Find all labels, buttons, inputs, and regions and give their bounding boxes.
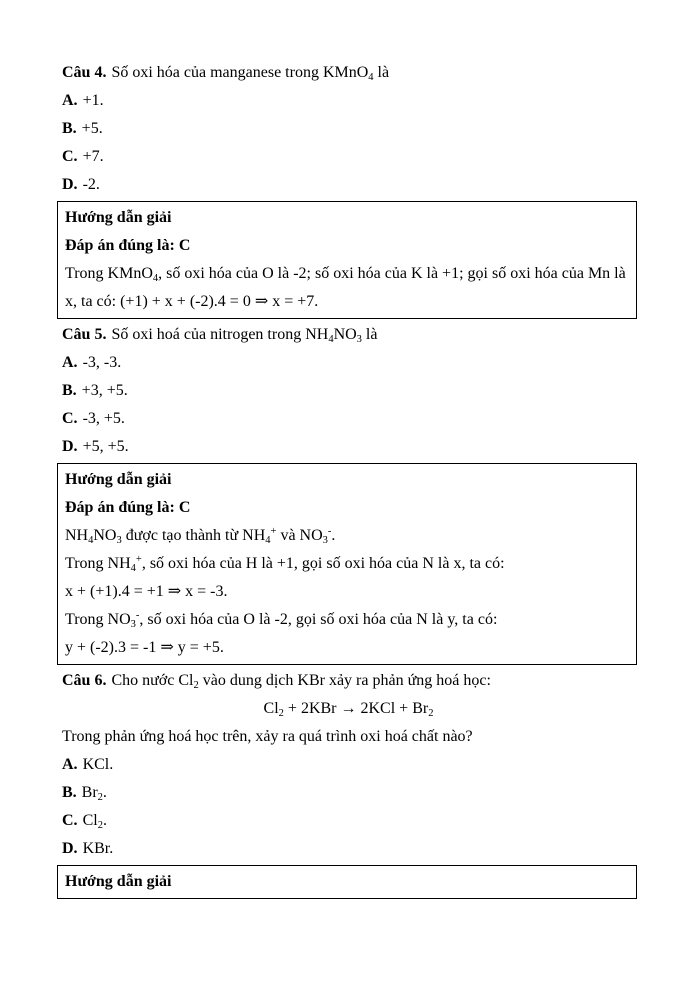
option-text: -3, -3. [82,354,122,371]
option-text: +7. [82,148,104,165]
option-label: C. [62,812,78,829]
question-4 [62,59,635,87]
option-label: D. [62,840,78,857]
question-4-label: Câu 4. [62,64,107,81]
solution-line: Trong KMnO$_4$, số oxi hóa của O là -2; số oxi hóa của K là +1; gọi số oxi hóa của Mn là x, ta có: (+1) + x + (-2).4 = 0 ⇒ x = +7. [65,265,626,310]
question-6-text: Cho nước $Cl_2$ vào dung dịch KBr xảy ra phản ứng hoá học: [111,672,491,691]
solution-box-4 [57,201,637,319]
option-label: B. [62,784,77,801]
solution-title: Hướng dẫn giải [65,873,172,890]
question-5-option-d [62,433,635,461]
solution-answer: Đáp án đúng là: C [65,499,191,516]
option-label: C. [62,148,78,165]
solution-title: Hướng dẫn giải [65,471,172,488]
question-4-option-c [62,143,635,171]
option-text: $Br_2$. [81,784,107,803]
option-text: +5, +5. [82,438,129,455]
option-label: B. [62,382,77,399]
option-label: D. [62,438,78,455]
solution-box-5 [57,463,637,665]
option-text: +5. [81,120,103,137]
solution-line: y + (-2).3 = -1 ⇒ y = +5. [65,639,224,656]
option-text: +3, +5. [81,382,128,399]
option-text: $Cl_2$. [82,812,107,831]
option-text: KCl. [82,756,114,773]
question-5-option-c [62,405,635,433]
option-label: A. [62,92,78,109]
question-5-label: Câu 5. [62,326,107,343]
solution-line: Trong $NO_3^-$, số oxi hóa của O là -2, gọi số oxi hóa của N là y, ta có: [65,610,498,630]
option-text: KBr. [82,840,114,857]
question-4-option-d [62,171,635,199]
solution-line: x + (+1).4 = +1 ⇒ x = -3. [65,583,228,600]
question-4-option-b [62,115,635,143]
option-text: -2. [82,176,100,193]
question-6-option-d [62,835,635,863]
question-6-option-c [62,807,635,835]
option-label: A. [62,756,78,773]
question-6-followup: Trong phản ứng hoá học trên, xảy ra quá trình oxi hoá chất nào? [62,728,473,745]
question-5-option-b [62,377,635,405]
question-5-text: Số oxi hoá của nitrogen trong $NH_4NO_3$ là [111,326,378,345]
question-4-option-a [62,87,635,115]
option-text: -3, +5. [82,410,125,427]
option-label: B. [62,120,77,137]
question-6-option-a [62,751,635,779]
solution-line: $NH_4NO_3$ được tạo thành từ $NH_4^+$ và $NO_3^-$. [65,526,336,546]
chemical-equation: $Cl_2 + 2KBr \to 2KCl + Br_2$ [263,700,434,719]
solution-answer: Đáp án đúng là: C [65,237,191,254]
question-5 [62,321,635,349]
option-label: C. [62,410,78,427]
option-label: A. [62,354,78,371]
option-label: D. [62,176,78,193]
question-6-option-b [62,779,635,807]
solution-title: Hướng dẫn giải [65,209,172,226]
question-6-label: Câu 6. [62,672,107,689]
question-5-option-a [62,349,635,377]
option-text: +1. [82,92,104,109]
question-4-text: Số oxi hóa của manganese trong KMnO$_4$ là [111,64,390,83]
question-6 [62,667,635,695]
solution-line: Trong $NH_4^+$, số oxi hóa của H là +1, gọi số oxi hóa của N là x, ta có: [65,554,505,574]
solution-box-6 [57,865,637,899]
